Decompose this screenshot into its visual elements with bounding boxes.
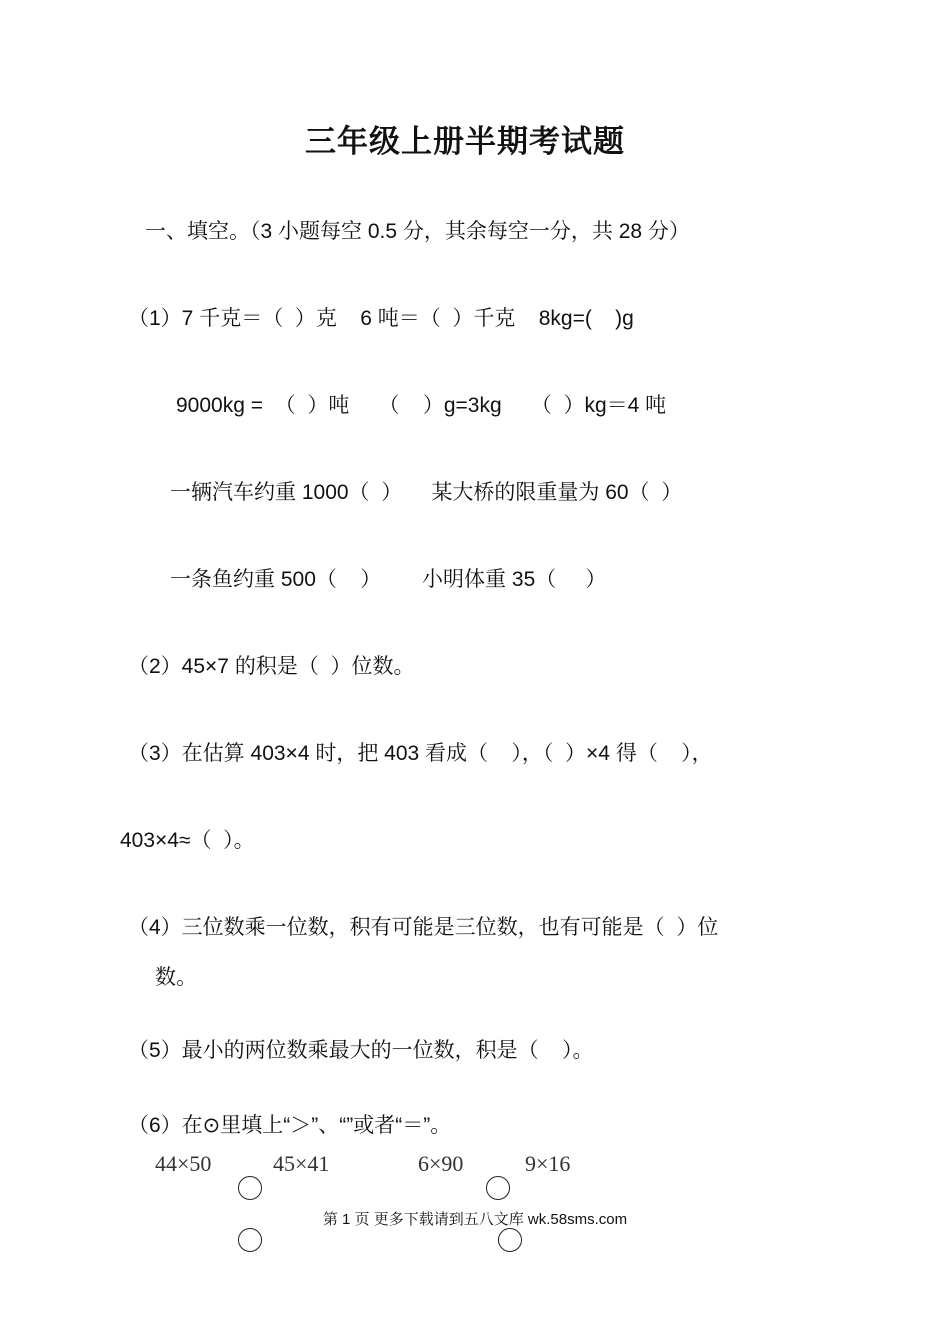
question-5: （5）最小的两位数乘最大的一位数，积是（ ）。: [128, 1039, 594, 1062]
question-4-line-2: 数。: [155, 966, 197, 989]
answer-circle-3[interactable]: [238, 1228, 262, 1252]
answer-circle-4[interactable]: [498, 1228, 522, 1252]
page-title: 三年级上册半期考试题: [305, 124, 625, 160]
question-2: （2）45×7 的积是（ ）位数。: [128, 655, 415, 678]
question-1-line-2: 9000kg = （ ）吨 （ ）g=3kg （ ）kg＝4 吨: [176, 394, 667, 417]
compare-expr-1: 44×50: [155, 1151, 212, 1176]
compare-expr-4: 9×16: [525, 1151, 571, 1176]
question-6: （6）在⊙里填上“＞”、“”或者“＝”。: [128, 1114, 452, 1137]
compare-expr-2: 45×41: [273, 1151, 330, 1176]
answer-circle-1[interactable]: [238, 1176, 262, 1200]
question-3-line-2: 403×4≈（ ）。: [120, 829, 255, 852]
page-footer: 第 1 页 更多下载请到五八文库 wk.58sms.com: [322, 1211, 628, 1228]
question-3-line-1: （3）在估算 403×4 时，把 403 看成（ ），（ ）×4 得（ ），: [128, 742, 713, 765]
question-4-line-1: （4）三位数乘一位数，积有可能是三位数，也有可能是（ ）位: [128, 916, 719, 939]
question-1-line-4: 一条鱼约重 500（ ） 小明体重 35（ ）: [170, 568, 607, 591]
answer-circle-2[interactable]: [486, 1176, 510, 1200]
question-1-line-3: 一辆汽车约重 1000（ ） 某大桥的限重量为 60（ ）: [170, 481, 683, 504]
question-1-line-1: （1）7 千克＝（ ）克 6 吨＝（ ）千克 8kg=( )g: [128, 307, 634, 330]
section-heading: 一、填空。（3 小题每空 0.5 分，其余每空一分，共 28 分）: [145, 220, 690, 243]
compare-expr-3: 6×90: [418, 1151, 464, 1176]
